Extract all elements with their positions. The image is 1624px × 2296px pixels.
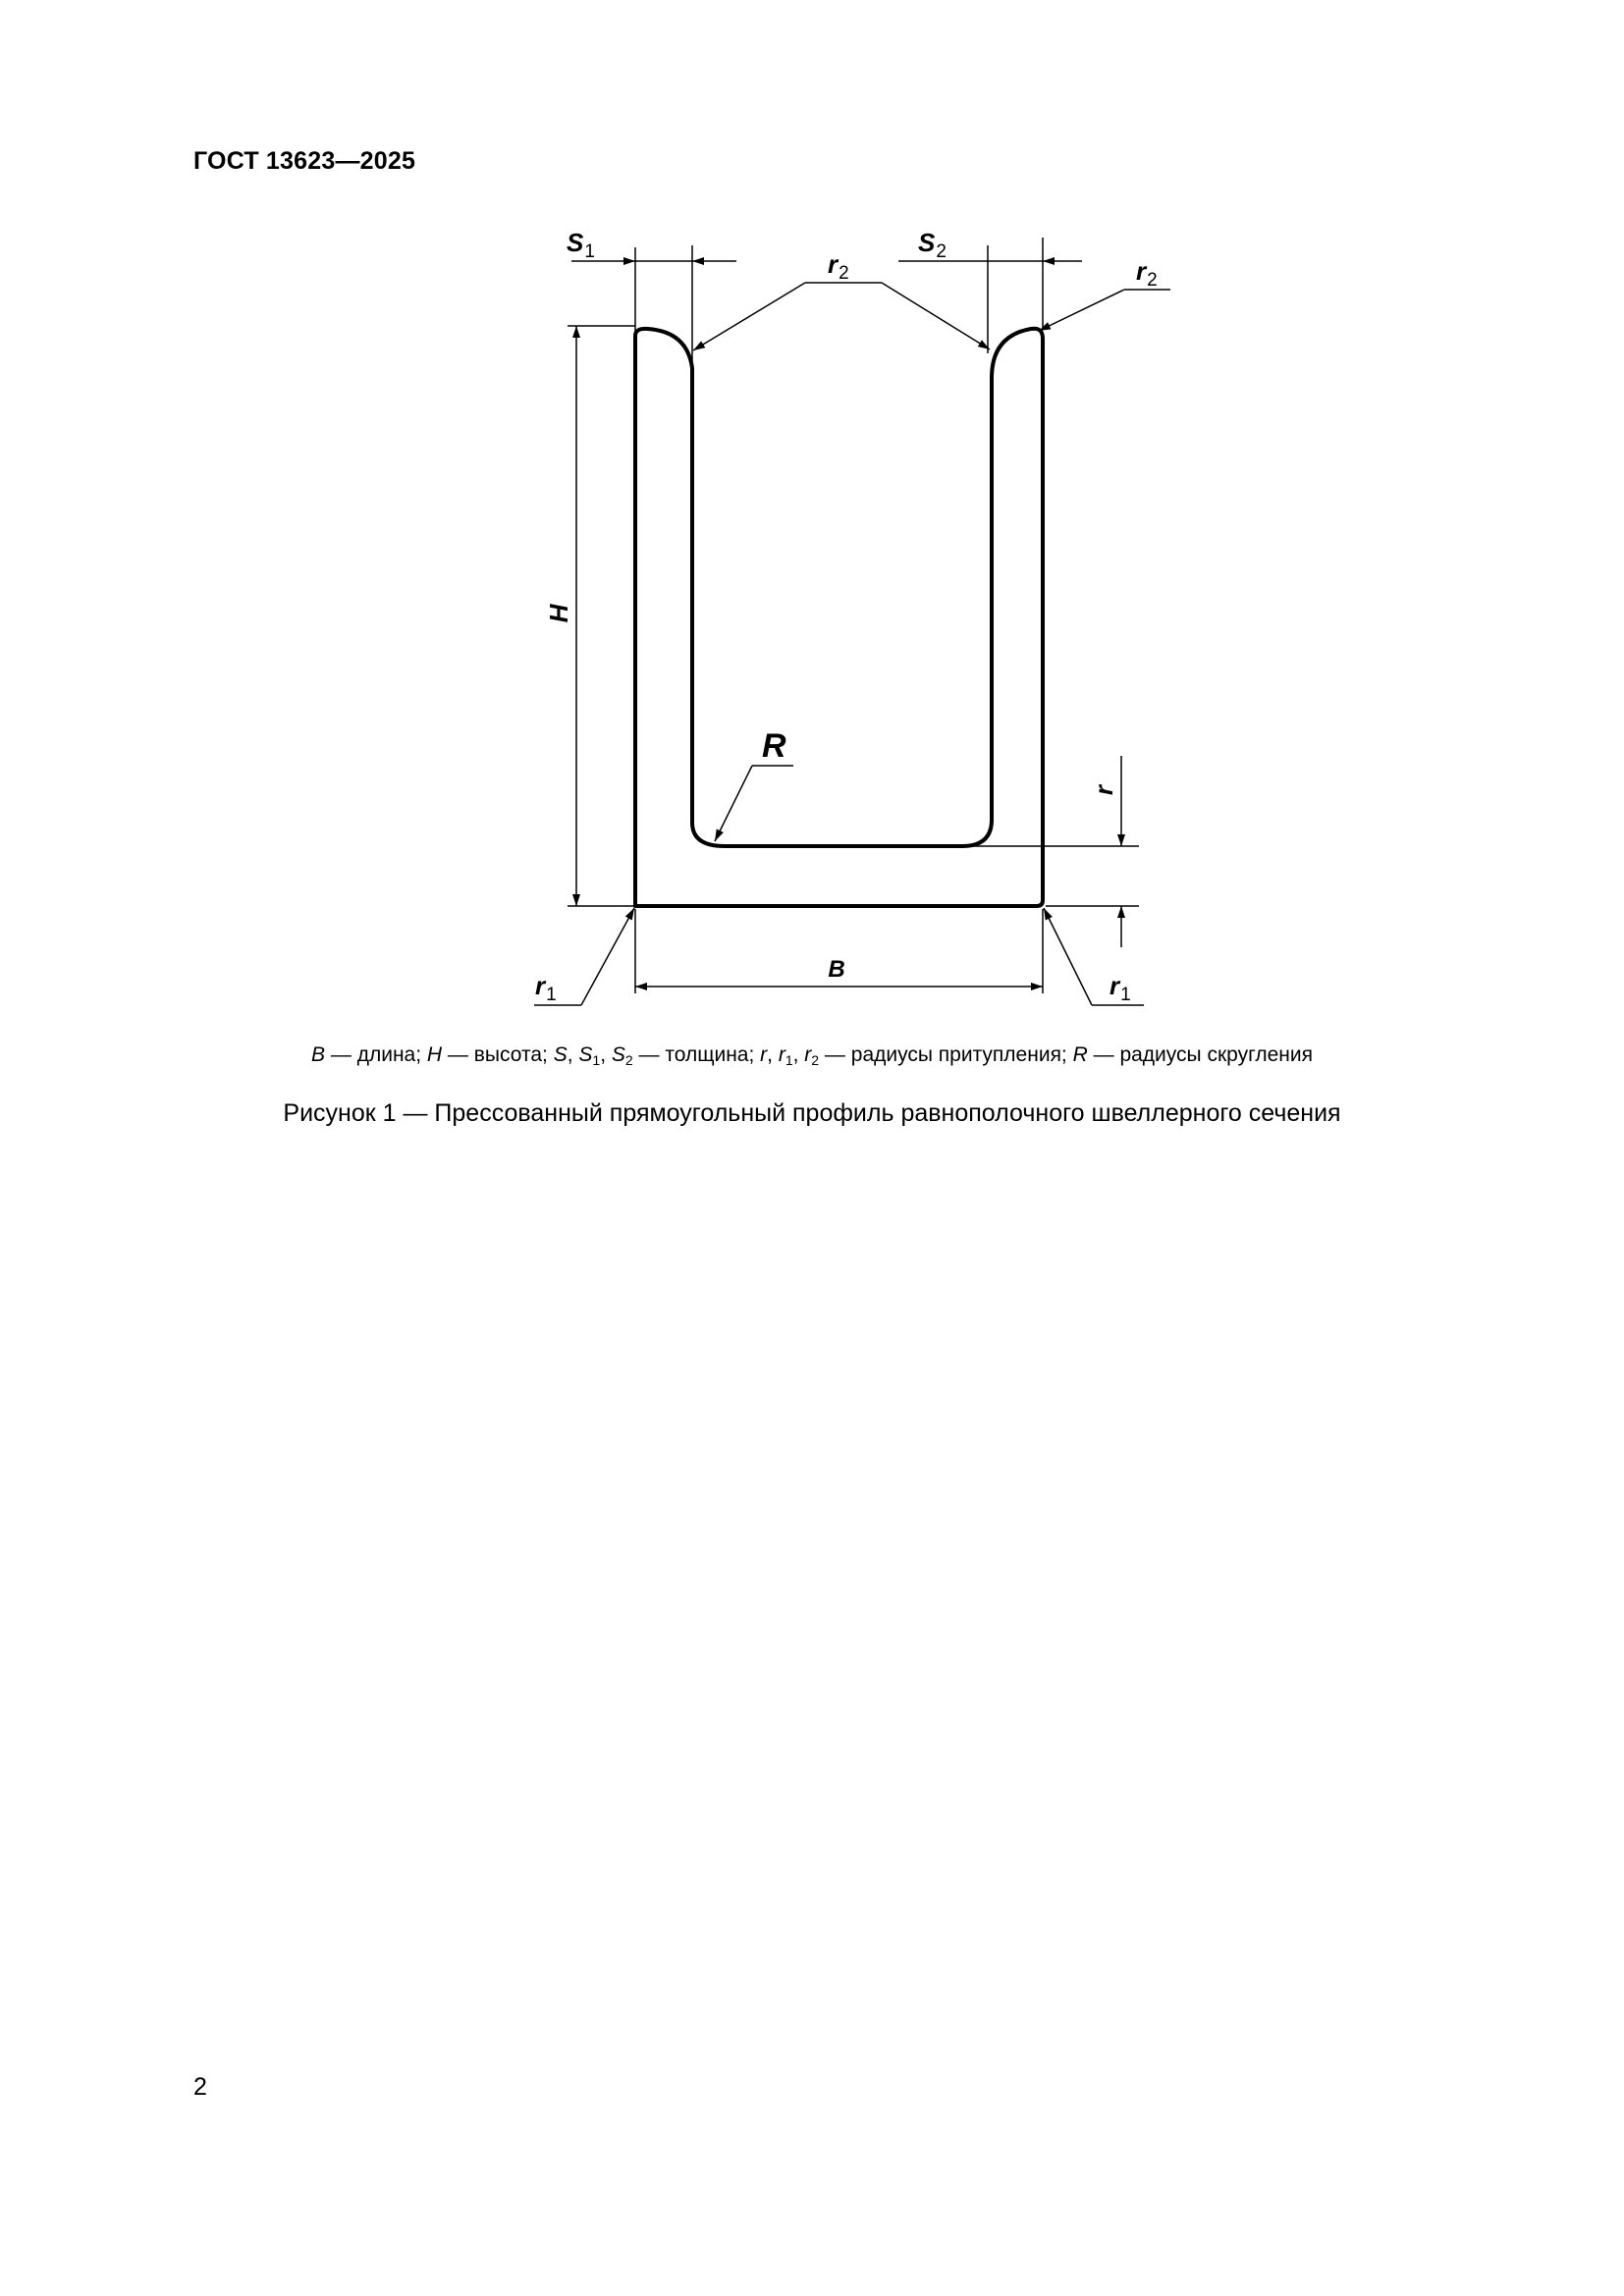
- label-r2-top: $r_2$: [828, 249, 849, 284]
- extension-lines: [568, 238, 1139, 993]
- label-r: r: [1089, 784, 1118, 796]
- leader-r-fillet: [715, 766, 793, 841]
- label-r1-left: $r_1$: [535, 971, 557, 1005]
- document-header-standard: ГОСТ 13623—2025: [193, 147, 416, 175]
- channel-profile-figure: [0, 0, 1624, 1021]
- figure-legend: B — длина; H — высота; S, $S_1$, $S_2$ — толщина; r, $r_1$, $r_2$ — радиусы притупления; R — радиусы скругления: [311, 1043, 1313, 1068]
- channel-profile-outline: [635, 329, 1043, 906]
- label-s1: $S_1$: [567, 228, 595, 262]
- leader-r2-right: [1039, 290, 1170, 331]
- label-r2-right: $r_2$: [1136, 256, 1158, 291]
- leader-r2-top: [693, 283, 990, 350]
- label-h: H: [544, 604, 573, 623]
- page-number: 2: [193, 2073, 207, 2101]
- label-b: B: [828, 956, 845, 983]
- label-r-fillet: R: [762, 727, 786, 765]
- label-s2: $S_2$: [918, 228, 947, 262]
- label-r1-right: $r_1$: [1110, 971, 1131, 1005]
- figure-caption: Рисунок 1 — Прессованный прямоугольный профиль равнополочного швеллерного сечения: [283, 1099, 1341, 1127]
